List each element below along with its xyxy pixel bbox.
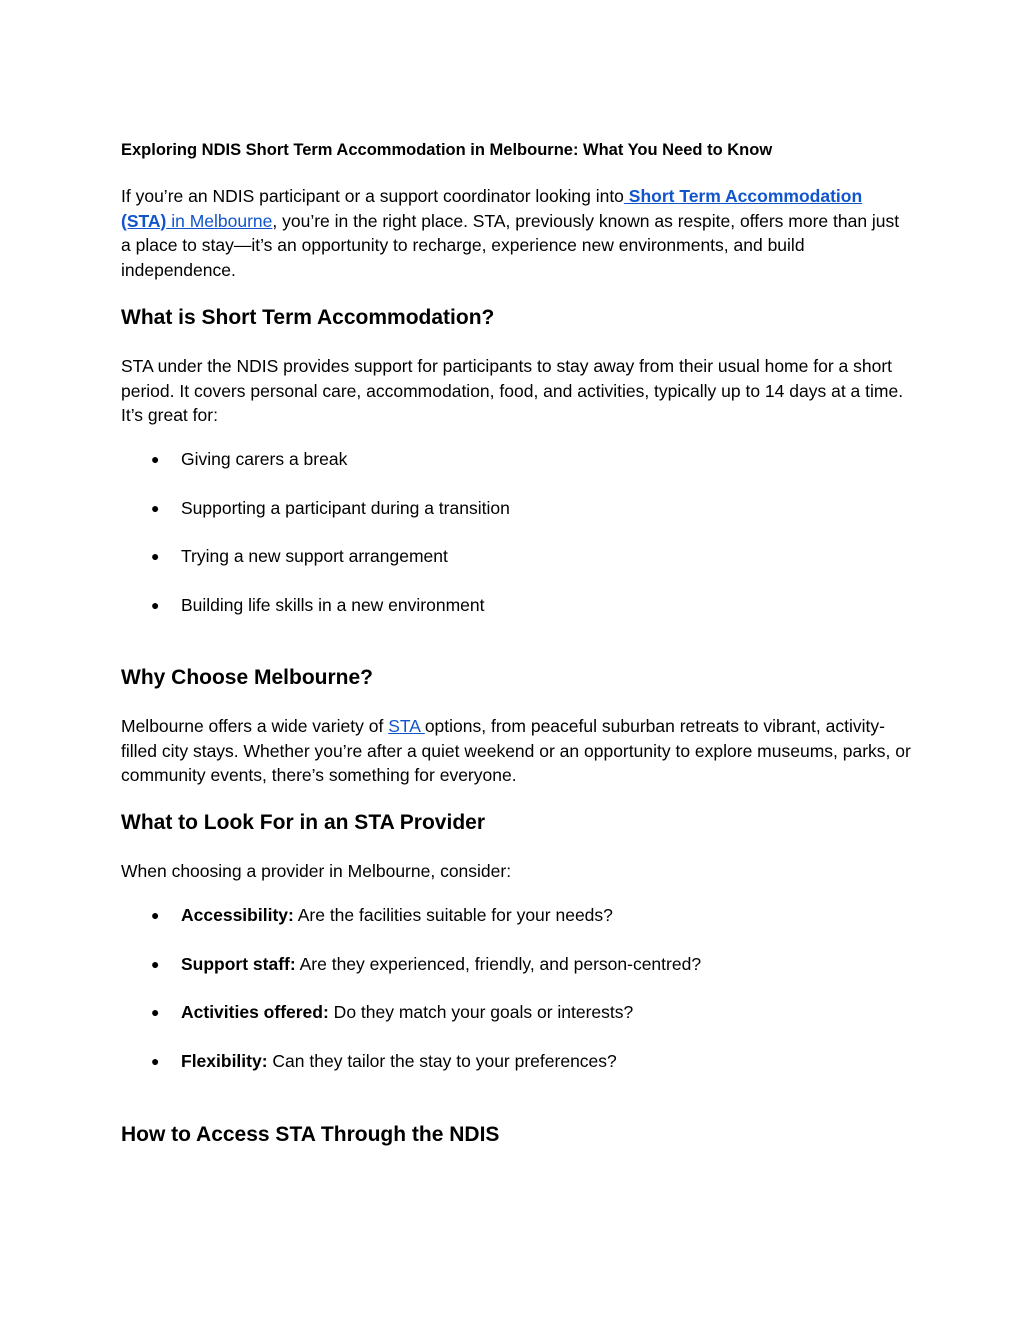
bullet-icon: ●	[151, 548, 160, 565]
list-item-term: Activities offered:	[181, 1002, 329, 1023]
heading-how-to-access: How to Access STA Through the NDIS	[121, 1123, 500, 1146]
intro-text-after: , you’re in the right place. STA, previously known as respite, offers more than just a place to stay—it’s an opportunity to recharge, experience new environments, and build independence.	[121, 210, 900, 280]
list-item-text: Do they match your goals or interests?	[328, 1002, 634, 1023]
bullet-icon: ●	[151, 596, 160, 613]
document-title: Exploring NDIS Short Term Accommodation in Melbourne: What You Need to Know	[121, 141, 773, 159]
intro-paragraph	[121, 184, 911, 282]
list-item	[121, 447, 510, 496]
melbourne-paragraph	[121, 714, 911, 788]
list-item	[121, 903, 701, 952]
list-item-text: Are they experienced, friendly, and person-centred?	[295, 953, 702, 974]
bullet-icon: ●	[151, 955, 160, 972]
list-item	[121, 593, 510, 642]
list-item	[121, 1049, 701, 1098]
heading-what-is-sta: What is Short Term Accommodation?	[121, 306, 495, 329]
list-item-term: Flexibility:	[181, 1050, 268, 1071]
bullet-icon: ●	[151, 499, 160, 516]
sta-options-link[interactable]: STA	[388, 716, 425, 736]
bullet-icon: ●	[151, 1004, 160, 1021]
list-item	[121, 1000, 701, 1049]
bullet-icon: ●	[151, 451, 160, 467]
melbourne-text-before: Melbourne offers a wide variety of	[121, 716, 389, 736]
heading-what-to-look-for: What to Look For in an STA Provider	[121, 811, 486, 834]
list-item-term: Accessibility:	[181, 905, 294, 925]
list-item	[121, 544, 510, 593]
list-item-text: Can they tailor the stay to your preferences?	[267, 1050, 617, 1071]
list-item-text: Trying a new support arrangement	[181, 546, 448, 567]
list-item-text: Supporting a participant during a transition	[181, 497, 510, 518]
list-item	[121, 496, 510, 545]
list-item-term: Support staff:	[181, 953, 296, 974]
melbourne-text-after: options, from peaceful suburban retreats to vibrant, activity-filled city stays. Whether you’re after a quiet weekend or an opportunity to explore museums, parks, or community events, there’s something for everyone.	[121, 716, 911, 785]
provider-criteria-list	[121, 903, 701, 1097]
heading-why-melbourne: Why Choose Melbourne?	[121, 666, 373, 689]
bullet-icon: ●	[151, 907, 160, 923]
intro-text-before: If you’re an NDIS participant or a support coordinator looking into	[121, 186, 624, 206]
sta-benefits-list	[121, 447, 510, 641]
sta-link-plain-text: in Melbourne	[166, 210, 273, 231]
sta-link-bold-text: Short Term Accommodation (STA)	[121, 186, 863, 231]
bullet-icon: ●	[151, 1052, 160, 1069]
list-item-text: Giving carers a break	[181, 449, 348, 469]
list-item-text: Are the facilities suitable for your needs?	[293, 905, 613, 925]
provider-intro-paragraph: When choosing a provider in Melbourne, consider:	[121, 861, 512, 881]
list-item-text: Building life skills in a new environment	[181, 594, 485, 615]
list-item	[121, 952, 701, 1001]
sta-description-paragraph: STA under the NDIS provides support for participants to stay away from their usual home for a short period. It covers personal care, accommodation, food, and activities, typically up to 14 days at a time. It’s great for:	[121, 356, 904, 425]
